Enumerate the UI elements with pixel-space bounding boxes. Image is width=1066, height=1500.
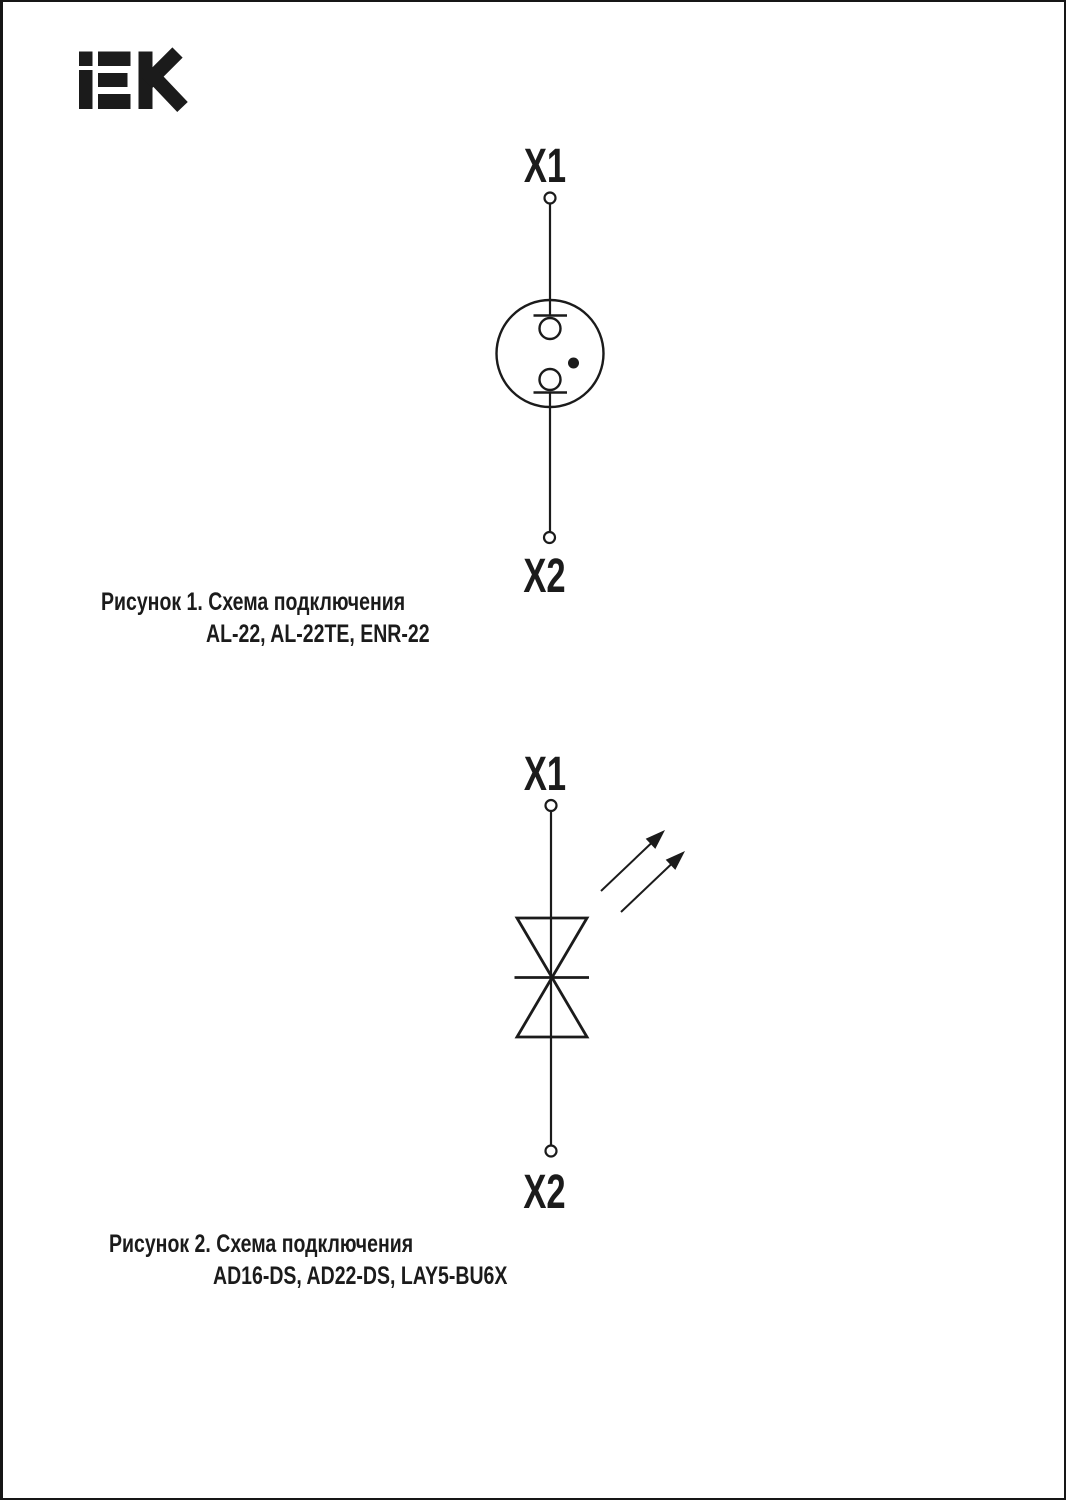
- figure1-caption-models: AL-22, AL-22TE, ENR-22: [206, 620, 430, 648]
- fig2-terminal-x1-label: X1: [523, 746, 567, 801]
- iek-logo-letter-k: [139, 52, 183, 110]
- neon-lamp-gas-dot: [568, 358, 579, 369]
- iek-logo-letter-e: [98, 52, 131, 110]
- fig2-terminal-x2-node: [546, 1146, 557, 1157]
- fig2-terminal-x1-node: [546, 800, 557, 811]
- iek-logo: [73, 47, 193, 117]
- iek-logo-letter-i: [79, 52, 93, 110]
- fig2-terminal-x2-label: X2: [523, 1164, 566, 1219]
- figure2-caption-title: Рисунок 2. Схема подключения: [109, 1230, 414, 1258]
- figure2-caption: [109, 1228, 590, 1292]
- figure2-led-diagram: [433, 747, 723, 1222]
- fig1-terminal-x1-label: X1: [523, 138, 567, 193]
- neon-lamp-symbol: [497, 300, 604, 407]
- fig1-terminal-x2-node: [544, 532, 555, 543]
- emission-arrow-2-shaft: [621, 864, 672, 913]
- light-emission-arrows-icon: [601, 830, 685, 912]
- figure1-neon-lamp-diagram: [433, 137, 673, 607]
- emission-arrow-1-shaft: [601, 843, 652, 892]
- figure1-caption: [101, 586, 493, 650]
- figure2-caption-models: AD16-DS, AD22-DS, LAY5-BU6X: [213, 1262, 508, 1290]
- neon-lamp-top-electrode: [540, 318, 561, 339]
- fig1-terminal-x2-label: X2: [523, 548, 566, 603]
- figure1-caption-title: Рисунок 1. Схема подключения: [101, 588, 406, 616]
- neon-lamp-bottom-electrode: [540, 369, 561, 390]
- fig1-terminal-x1-node: [545, 193, 556, 204]
